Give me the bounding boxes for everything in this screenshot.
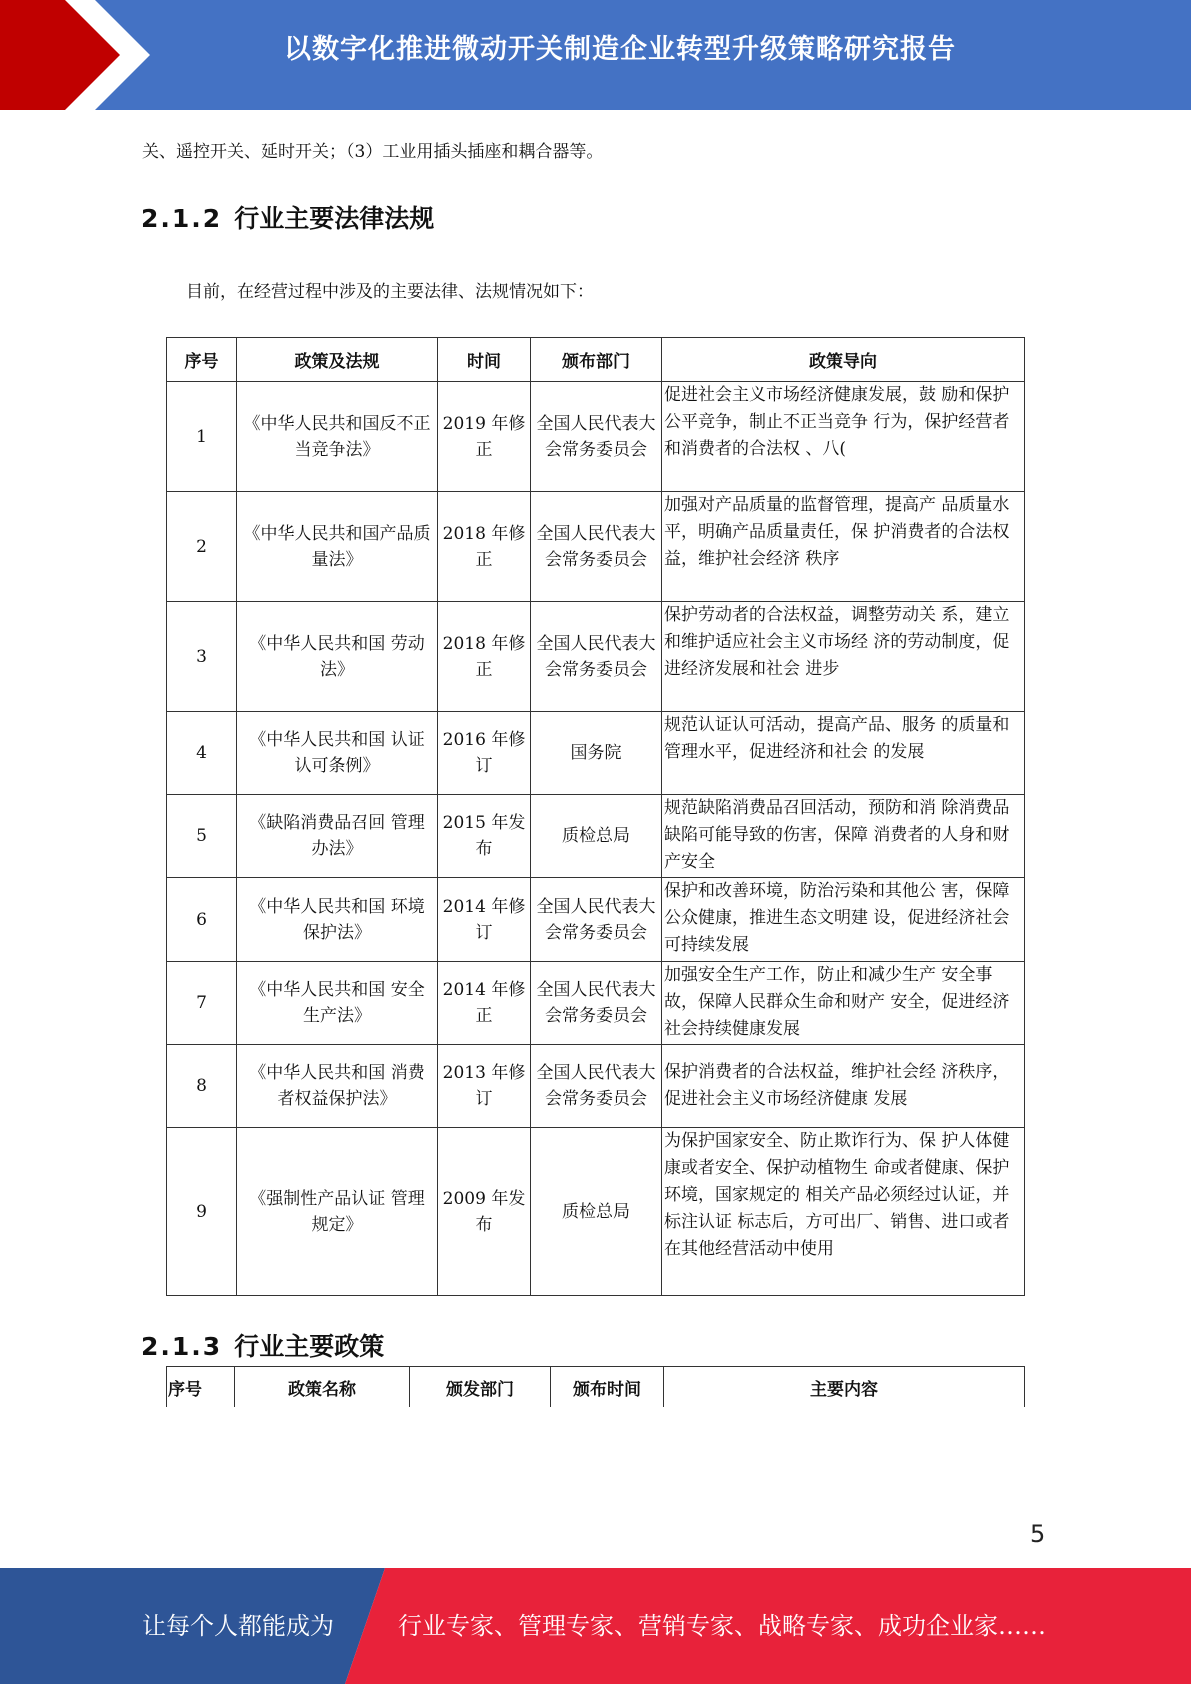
law-name: 《中华人民共和国 劳动法》 — [237, 602, 438, 712]
row-number: 1 — [167, 382, 237, 492]
law-department: 全国人民代表大会常务委员会 — [531, 962, 662, 1045]
section-number: 2.1.2 — [141, 204, 223, 233]
page-number: 5 — [1030, 1520, 1046, 1548]
law-time: 2014 年修订 — [438, 878, 531, 962]
table-row — [167, 878, 1025, 962]
row-number: 6 — [167, 878, 237, 962]
law-time: 2009 年发布 — [438, 1128, 531, 1296]
law-time: 2016 年修订 — [438, 712, 531, 795]
law-direction: 加强安全生产工作，防止和减少生产 安全事故，保障人民群众生命和财产 安全，促进经济社会持续健康发展 — [662, 962, 1025, 1045]
table-row — [167, 1128, 1025, 1296]
law-time: 2019 年修正 — [438, 382, 531, 492]
footer-slogan-left: 让每个人都能成为 — [142, 1612, 334, 1640]
law-department: 全国人民代表大会常务委员会 — [531, 1045, 662, 1128]
table-header-row — [167, 338, 1025, 382]
page-footer — [0, 1568, 1191, 1684]
header-cell: 序号 — [167, 1367, 235, 1408]
table-row — [167, 1045, 1025, 1128]
table-row — [167, 492, 1025, 602]
row-number: 9 — [167, 1128, 237, 1296]
law-name: 《中华人民共和国 认证认可条例》 — [237, 712, 438, 795]
law-name: 《强制性产品认证 管理规定》 — [237, 1128, 438, 1296]
intro-paragraph: 关、遥控开关、延时开关；（3）工业用插头插座和耦合器等。 — [142, 142, 604, 162]
row-number: 7 — [167, 962, 237, 1045]
law-department: 全国人民代表大会常务委员会 — [531, 492, 662, 602]
table-row — [167, 602, 1025, 712]
law-name: 《中华人民共和国 安全生产法》 — [237, 962, 438, 1045]
law-department: 国务院 — [531, 712, 662, 795]
table-row — [167, 795, 1025, 878]
section-title: 行业主要法律法规 — [234, 204, 435, 233]
header-cell: 颁布时间 — [551, 1367, 664, 1408]
header-cell: 颁布部门 — [531, 338, 662, 382]
row-number: 2 — [167, 492, 237, 602]
table-header-row — [167, 1367, 1025, 1408]
row-number: 3 — [167, 602, 237, 712]
law-department: 质检总局 — [531, 795, 662, 878]
law-direction: 促进社会主义市场经济健康发展，鼓 励和保护公平竞争，制止不正当竞争 行为，保护经营者和消费者的合法权 、八( — [662, 382, 1025, 492]
section-heading-2-1-2 — [141, 202, 434, 236]
header-cell: 颁发部门 — [410, 1367, 551, 1408]
report-title: 以数字化推进微动开关制造企业转型升级策略研究报告 — [284, 34, 956, 65]
law-direction: 加强对产品质量的监督管理，提高产 品质量水平，明确产品质量责任，保 护消费者的合法权益，维护社会经济 秩序 — [662, 492, 1025, 602]
footer-slogan-right: 行业专家、管理专家、营销专家、战略专家、成功企业家…… — [398, 1612, 1046, 1640]
header-cell: 政策名称 — [235, 1367, 410, 1408]
law-department: 全国人民代表大会常务委员会 — [531, 878, 662, 962]
law-name: 《中华人民共和国 环境保护法》 — [237, 878, 438, 962]
law-direction: 规范认证认可活动，提高产品、服务 的质量和管理水平，促进经济和社会 的发展 — [662, 712, 1025, 795]
header-cell: 序号 — [167, 338, 237, 382]
law-time: 2018 年修正 — [438, 492, 531, 602]
table-row — [167, 712, 1025, 795]
law-department: 全国人民代表大会常务委员会 — [531, 602, 662, 712]
law-name: 《中华人民共和国反不正当竞争法》 — [237, 382, 438, 492]
law-direction: 保护消费者的合法权益，维护社会经 济秩序，促进社会主义市场经济健康 发展 — [662, 1045, 1025, 1128]
law-time: 2013 年修订 — [438, 1045, 531, 1128]
law-time: 2014 年修正 — [438, 962, 531, 1045]
law-time: 2015 年发布 — [438, 795, 531, 878]
law-department: 质检总局 — [531, 1128, 662, 1296]
section-number: 2.1.3 — [141, 1332, 223, 1361]
section-title: 行业主要政策 — [234, 1332, 385, 1361]
policies-table — [166, 1366, 1025, 1407]
page-header — [0, 0, 1191, 110]
law-name: 《中华人民共和国产品质量法》 — [237, 492, 438, 602]
law-time: 2018 年修正 — [438, 602, 531, 712]
law-name: 《中华人民共和国 消费者权益保护法》 — [237, 1045, 438, 1128]
law-department: 全国人民代表大会常务委员会 — [531, 382, 662, 492]
section-heading-2-1-3 — [141, 1330, 384, 1364]
law-direction: 为保护国家安全、防止欺诈行为、保 护人体健康或者安全、保护动植物生 命或者健康、保护环境，国家规定的 相关产品必须经过认证，并标注认证 标志后，方可出厂、销售、进口或者 在其他经营活动中使用 — [662, 1128, 1025, 1296]
law-direction: 规范缺陷消费品召回活动，预防和消 除消费品缺陷可能导致的伤害，保障 消费者的人身和财产安全 — [662, 795, 1025, 878]
table-row — [167, 382, 1025, 492]
row-number: 4 — [167, 712, 237, 795]
table-row — [167, 962, 1025, 1045]
row-number: 8 — [167, 1045, 237, 1128]
law-name: 《缺陷消费品召回 管理办法》 — [237, 795, 438, 878]
laws-table — [166, 337, 1025, 1296]
row-number: 5 — [167, 795, 237, 878]
law-direction: 保护和改善环境，防治污染和其他公 害，保障公众健康，推进生态文明建 设，促进经济社会可持续发展 — [662, 878, 1025, 962]
header-cell: 时间 — [438, 338, 531, 382]
header-cell: 政策及法规 — [237, 338, 438, 382]
header-cell: 政策导向 — [662, 338, 1025, 382]
law-direction: 保护劳动者的合法权益，调整劳动关 系，建立和维护适应社会主义市场经 济的劳动制度，促进经济发展和社会 进步 — [662, 602, 1025, 712]
lead-paragraph: 目前，在经营过程中涉及的主要法律、法规情况如下： — [186, 282, 594, 302]
header-cell: 主要内容 — [664, 1367, 1025, 1408]
